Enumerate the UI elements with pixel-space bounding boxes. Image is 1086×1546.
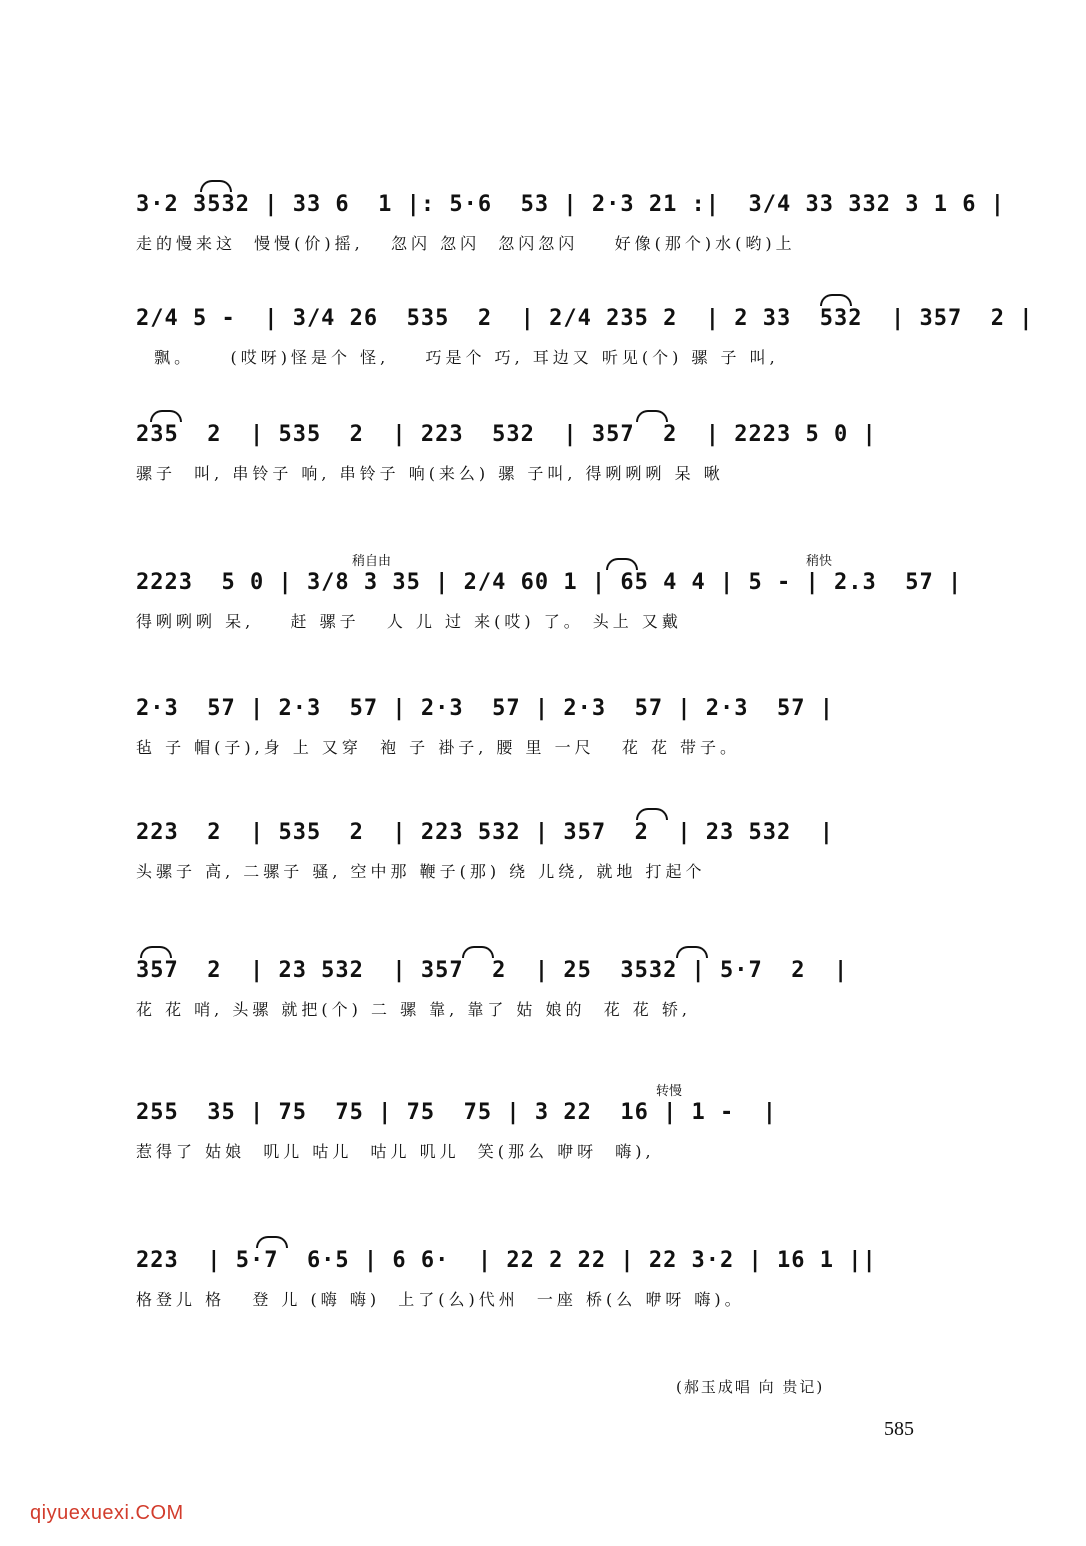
system-9 xyxy=(0,1242,1086,1332)
lyric-line: 毡 子 帽(子),身 上 又穿 袍 子 褂子, 腰 里 一尺 花 花 带子。 xyxy=(136,738,741,757)
notation-line: 255 35 | 75 75 | 75 75 | 3 22 16 | 1 - | xyxy=(136,1100,778,1125)
slur-mark xyxy=(636,808,668,820)
notation-line: 223 2 | 535 2 | 223 532 | 357 2 | 23 532 | xyxy=(136,820,835,845)
slur-mark xyxy=(462,946,494,958)
notation-line: 2/4 5 - | 3/4 26 535 2 | 2/4 235 2 | 2 33 532 | 357 2 | xyxy=(136,306,1034,331)
lyric-line: 头骡子 高, 二骡子 骚, 空中那 鞭子(那) 绕 儿绕, 就地 打起个 xyxy=(136,862,706,881)
page-number: 585 xyxy=(884,1418,914,1440)
lyric-line: 骡子 叫, 串铃子 响, 串铃子 响(来么) 骡 子叫, 得咧咧咧 呆 啾 xyxy=(136,464,724,483)
tempo-marking: 稍快 xyxy=(806,554,833,569)
lyric-line: 花 花 哨, 头骡 就把(个) 二 骡 靠, 靠了 姑 娘的 花 花 轿, xyxy=(136,1000,691,1019)
slur-mark xyxy=(150,410,182,422)
notation-line: 357 2 | 23 532 | 357 2 | 25 3532 | 5·7 2 | xyxy=(136,958,849,983)
lyric-line: 格登儿 格 登 儿 (嗨 嗨) 上了(么)代州 一座 桥(么 咿呀 嗨)。 xyxy=(136,1290,745,1309)
system-5 xyxy=(0,690,1086,780)
slur-mark xyxy=(636,410,668,422)
slur-mark xyxy=(140,946,172,958)
system-6 xyxy=(0,814,1086,904)
lyric-line: 惹得了 姑娘 叽儿 咕儿 咕儿 叽儿 笑(那么 咿呀 嗨), xyxy=(136,1142,655,1161)
notation-line: 223 | 5·7 6·5 | 6 6· | 22 2 22 | 22 3·2 | 16 1 || xyxy=(136,1248,877,1273)
notation-line: 3·2 3532 | 33 6 1 |: 5·6 53 | 2·3 21 :| 3/4 33 332 3 1 6 | xyxy=(136,192,1005,217)
lyric-line: 飘。 (哎呀)怪是个 怪, 巧是个 巧, 耳边又 听见(个) 骡 子 叫, xyxy=(136,348,779,367)
site-watermark: qiyuexuexi.COM xyxy=(30,1502,184,1524)
system-3 xyxy=(0,416,1086,506)
notation-line: 2223 5 0 | 3/8 3 35 | 2/4 60 1 | 65 4 4 | 5 - | 2.3 57 | xyxy=(136,570,963,595)
system-2 xyxy=(0,300,1086,390)
slur-mark xyxy=(200,180,232,192)
notation-line: 2·3 57 | 2·3 57 | 2·3 57 | 2·3 57 | 2·3 57 | xyxy=(136,696,835,721)
credit-line: (郝玉成唱 向 贵记) xyxy=(676,1378,825,1396)
lyric-line: 走的慢来这 慢慢(价)摇, 忽闪 忽闪 忽闪忽闪 好像(那个)水(哟)上 xyxy=(136,234,796,253)
system-4 xyxy=(0,554,1086,654)
tempo-marking: 转慢 xyxy=(656,1084,683,1099)
system-7 xyxy=(0,952,1086,1042)
system-1 xyxy=(0,186,1086,276)
tempo-marking: 稍自由 xyxy=(352,554,392,569)
slur-mark xyxy=(606,558,638,570)
lyric-line: 得咧咧咧 呆, 赶 骡子 人 儿 过 来(哎) 了。 头上 又戴 xyxy=(136,612,682,631)
slur-mark xyxy=(676,946,708,958)
notation-line: 235 2 | 535 2 | 223 532 | 357 2 | 2223 5 0 | xyxy=(136,422,877,447)
slur-mark xyxy=(820,294,852,306)
system-8 xyxy=(0,1084,1086,1184)
slur-mark xyxy=(256,1236,288,1248)
